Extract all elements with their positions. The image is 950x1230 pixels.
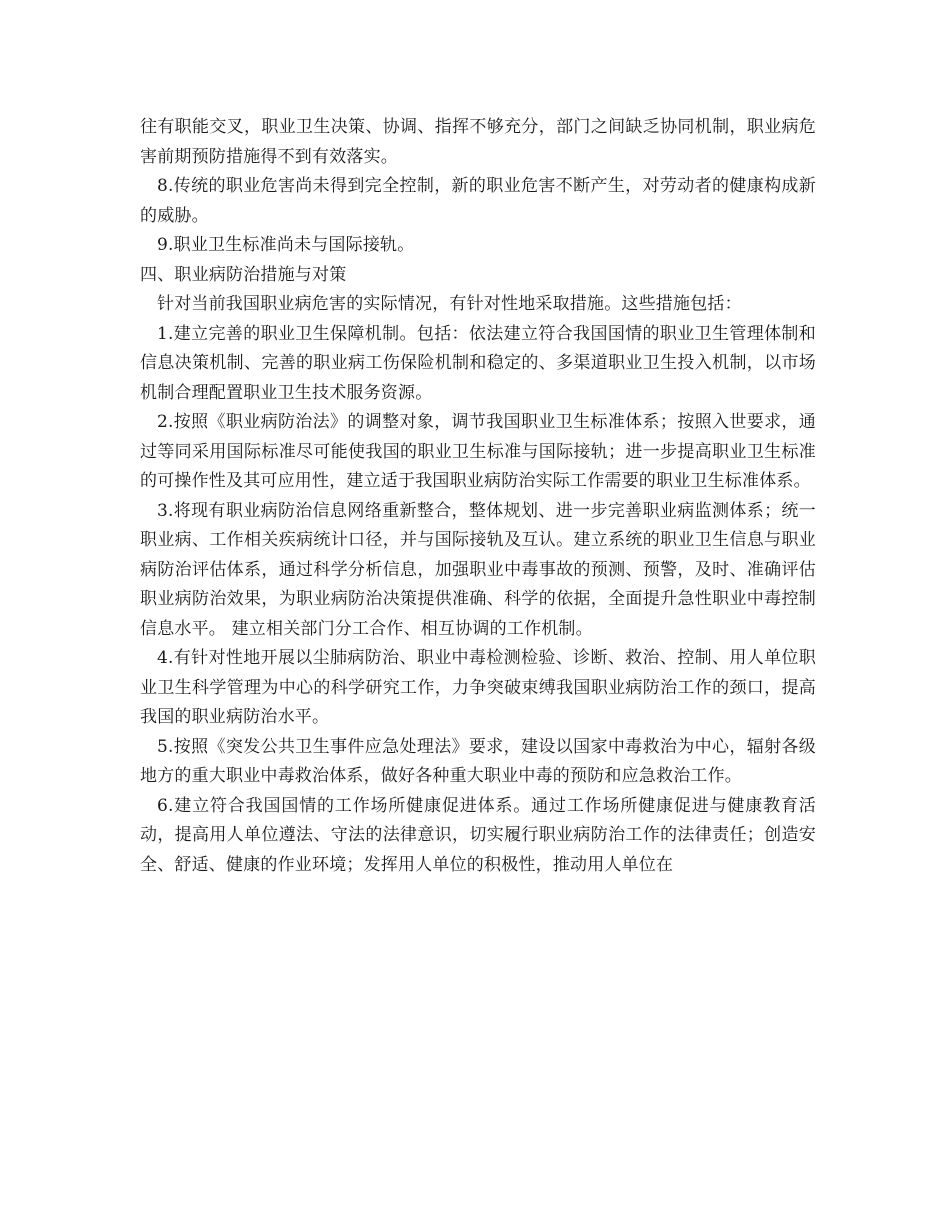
paragraph-measure-4: 4.有针对性地开展以尘肺病防治、职业中毒检测检验、诊断、救治、控制、用人单位职业卫生科学管理为中心的科学研究工作，力争突破束缚我国职业病防治工作的颈口，提高我国的职业病防治水平。 bbox=[140, 648, 816, 727]
paragraph-measure-5: 5.按照《突发公共卫生事件应急处理法》要求，建设以国家中毒救治为中心，辐射各级地方的重大职业中毒救治体系，做好各种重大职业中毒的预防和应急救治工作。 bbox=[140, 736, 816, 786]
paragraph-measure-3: 3.将现有职业病防治信息网络重新整合，整体规划、进一步完善职业病监测体系；统一职业病、工作相关疾病统计口径，并与国际接轨及互认。建立系统的职业卫生信息与职业病防治评估体系，通过科学分析信息，加强职业中毒事故的预测、预警，及时、准确评估职业病防治效果，为职业病防治决策提供准确、科学的依据，全面提升急性职业中毒控制信息水平。 建立相关部门分工合作、相互协调的工作机制。 bbox=[140, 500, 816, 639]
paragraph-continuation: 往有职能交叉，职业卫生决策、协调、指挥不够充分，部门之间缺乏协同机制，职业病危害前期预防措施得不到有效落实。 bbox=[140, 117, 816, 167]
paragraph-intro: 针对当前我国职业病危害的实际情况，有针对性地采取措施。这些措施包括： bbox=[157, 294, 742, 314]
paragraph-item-9: 9.职业卫生标准尚未与国际接轨。 bbox=[157, 235, 415, 255]
paragraph-measure-2: 2.按照《职业病防治法》的调整对象，调节我国职业卫生标准体系；按照入世要求，通过等同采用国际标准尽可能使我国的职业卫生标准与国际接轨；进一步提高职业卫生标准的可操作性及其可应用性，建立适于我国职业病防治实际工作需要的职业卫生标准体系。 bbox=[140, 412, 816, 491]
document-body bbox=[140, 113, 816, 880]
paragraph-item-8: 8.传统的职业危害尚未得到完全控制，新的职业危害不断产生，对劳动者的健康构成新的威胁。 bbox=[140, 176, 816, 226]
paragraph-measure-6: 6.建立符合我国国情的工作场所健康促进体系。通过工作场所健康促进与健康教育活动，提高用人单位遵法、守法的法律意识，切实履行职业病防治工作的法律责任；创造安全、舒适、健康的作业环境；发挥用人单位的积极性，推动用人单位在 bbox=[140, 795, 816, 875]
paragraph-measure-1: 1.建立完善的职业卫生保障机制。包括：依法建立符合我国国情的职业卫生管理体制和信息决策机制、完善的职业病工伤保险机制和稳定的、多渠道职业卫生投入机制，以市场机制合理配置职业卫生技术服务资源。 bbox=[140, 323, 816, 403]
section-heading-4: 四、职业病防治措施与对策 bbox=[140, 264, 347, 285]
